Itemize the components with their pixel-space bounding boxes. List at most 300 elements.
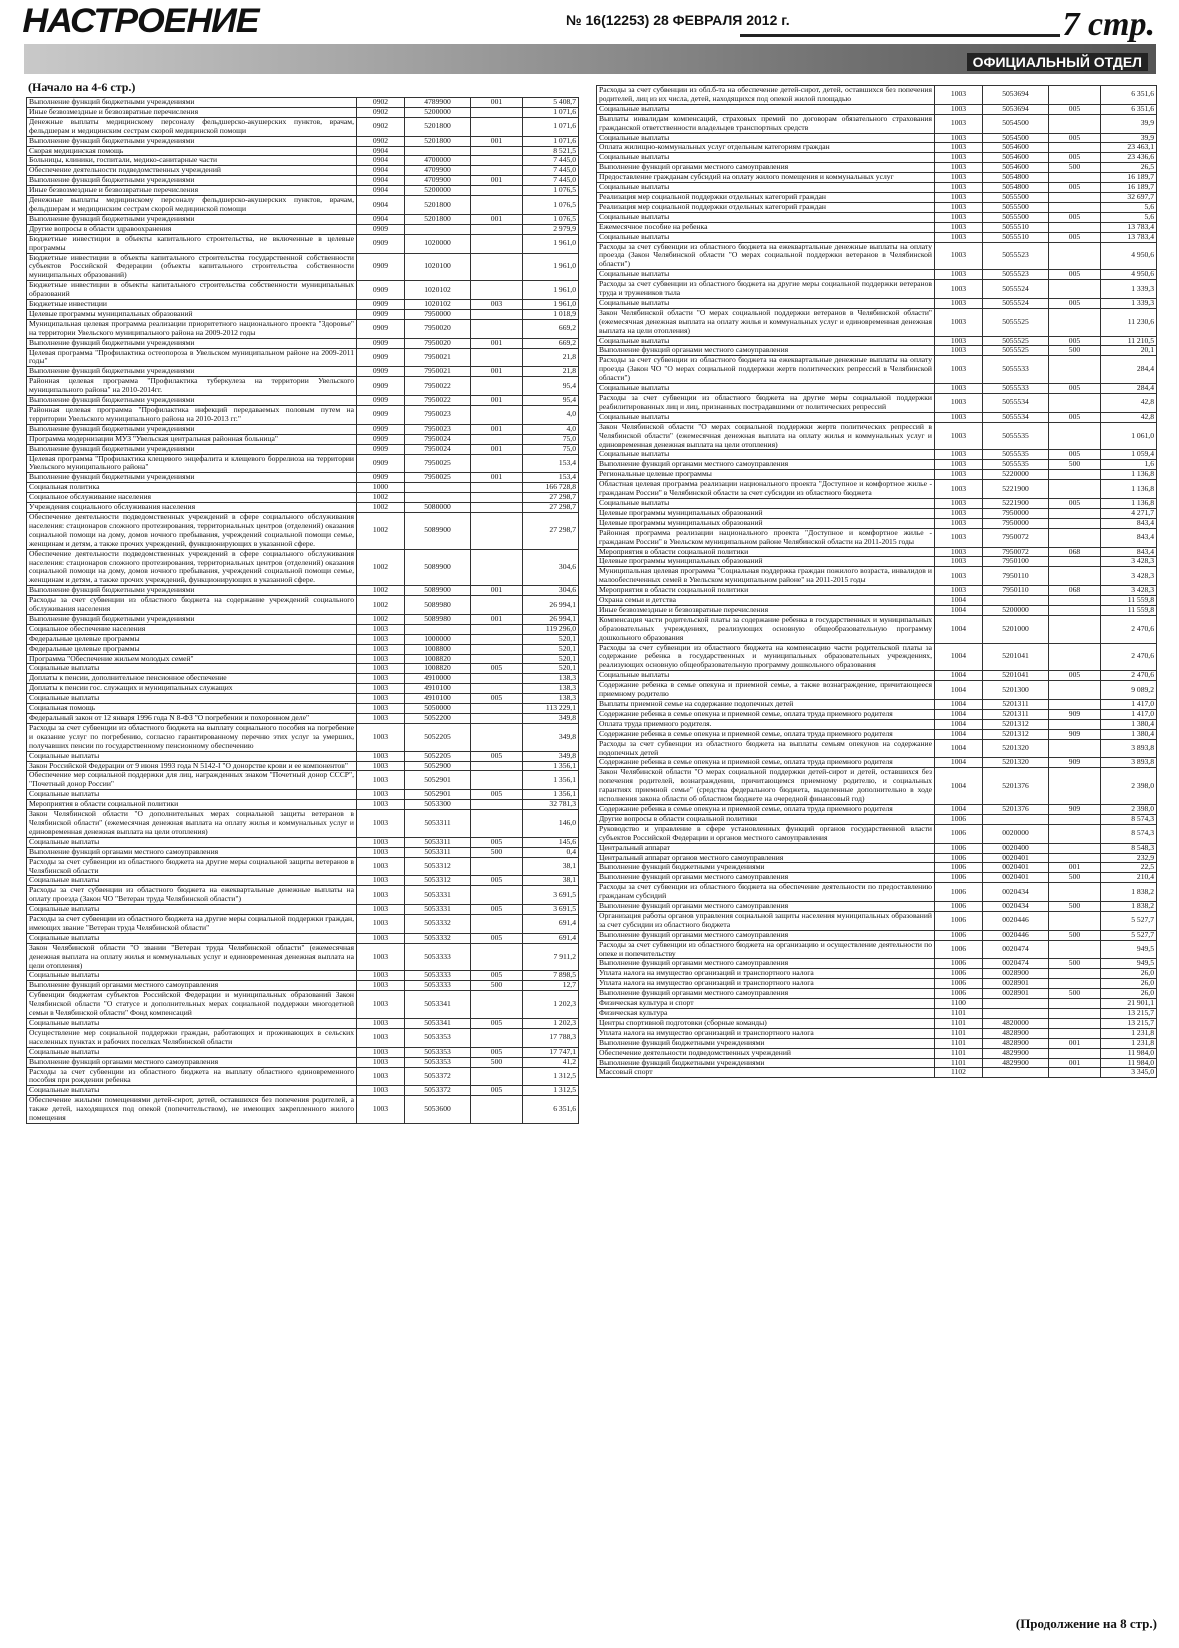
budget-table-left-body xyxy=(27,98,579,1124)
table-row xyxy=(597,873,1157,883)
row-name: Программа "Обеспечение жильем молодых семей" xyxy=(27,654,357,664)
row-amount: 27 298,7 xyxy=(523,503,579,513)
row-name: Центры спортивной подготовки (сборные команды) xyxy=(597,1018,935,1028)
table-row xyxy=(27,991,579,1019)
row-type xyxy=(1049,824,1101,843)
row-section: 1003 xyxy=(357,684,405,694)
row-section: 1003 xyxy=(935,567,983,586)
row-section: 0909 xyxy=(357,444,405,454)
left-column xyxy=(26,97,578,1124)
table-row xyxy=(27,981,579,991)
table-row xyxy=(27,473,579,483)
row-amount: 17 747,1 xyxy=(523,1047,579,1057)
row-amount: 9 089,2 xyxy=(1101,681,1157,700)
row-target: 5053332 xyxy=(405,933,471,943)
table-row xyxy=(597,528,1157,547)
row-type xyxy=(1049,1068,1101,1078)
table-row xyxy=(27,876,579,886)
row-section: 1003 xyxy=(935,232,983,242)
row-name: Иные безвозмездные и безвозвратные перечисления xyxy=(597,605,935,615)
row-type xyxy=(471,377,523,396)
row-amount: 26 994,1 xyxy=(523,596,579,615)
row-type xyxy=(471,454,523,473)
row-type: 005 xyxy=(1049,133,1101,143)
row-name: Выполнение функций бюджетными учреждениями xyxy=(27,367,357,377)
row-type: 001 xyxy=(1049,1058,1101,1068)
row-target: 5053312 xyxy=(405,857,471,876)
row-name: Районная целевая программа "Профилактика туберкулеза на территории Увельского муниципального района" на 2010-2014гг. xyxy=(27,377,357,396)
table-row xyxy=(597,498,1157,508)
section-title: ОФИЦИАЛЬНЫЙ ОТДЕЛ xyxy=(967,53,1148,71)
row-target: 5055500 xyxy=(983,212,1049,222)
row-section: 1003 xyxy=(935,470,983,480)
row-name: Иные безвозмездные и безвозвратные перечисления xyxy=(27,107,357,117)
row-name: Расходы за счет субвенции из областного бюджета на ежеквартальные денежные выплаты на оплату проезда (Закон ЧО "О мерах социальной поддержки жертв политических репрессий в Челябинской области") xyxy=(597,356,935,384)
row-amount: 4 950,6 xyxy=(1101,270,1157,280)
row-section: 0902 xyxy=(357,98,405,108)
row-section: 1003 xyxy=(357,1019,405,1029)
row-name: Выполнение функций бюджетными учреждениями xyxy=(597,1038,935,1048)
row-name: Выполнение функций органами местного самоуправления xyxy=(27,981,357,991)
row-name: Доплаты к пенсии гос. служащих и муниципальных служащих xyxy=(27,684,357,694)
row-type xyxy=(471,196,523,215)
row-type: 068 xyxy=(1049,586,1101,596)
row-target: 5201000 xyxy=(983,615,1049,643)
row-target: 1008820 xyxy=(405,664,471,674)
row-amount: 2 398,0 xyxy=(1101,768,1157,805)
row-target: 7950025 xyxy=(405,454,471,473)
table-row xyxy=(597,814,1157,824)
table-row xyxy=(597,1048,1157,1058)
row-name: Социальные выплаты xyxy=(27,933,357,943)
row-type: 500 xyxy=(1049,930,1101,940)
row-target: 7950020 xyxy=(405,319,471,338)
table-row xyxy=(27,377,579,396)
row-name: Выполнение функций бюджетными учреждениями xyxy=(27,176,357,186)
row-target: 5201376 xyxy=(983,804,1049,814)
row-name: Социальные выплаты xyxy=(597,412,935,422)
row-type xyxy=(1049,356,1101,384)
row-amount: 42,8 xyxy=(1101,412,1157,422)
row-section: 1003 xyxy=(935,460,983,470)
row-target: 7950024 xyxy=(405,444,471,454)
row-amount: 3 345,0 xyxy=(1101,1068,1157,1078)
table-row xyxy=(27,614,579,624)
table-row xyxy=(27,503,579,513)
table-row xyxy=(597,804,1157,814)
row-section: 1004 xyxy=(935,700,983,710)
row-section: 1003 xyxy=(935,586,983,596)
table-row xyxy=(27,444,579,454)
row-amount: 32 697,7 xyxy=(1101,192,1157,202)
row-name: Целевые программы муниципальных образований xyxy=(597,557,935,567)
row-target: 5089900 xyxy=(405,586,471,596)
table-row xyxy=(27,196,579,215)
row-type: 005 xyxy=(471,790,523,800)
row-section: 1006 xyxy=(935,873,983,883)
row-name: Мероприятия в области социальной политики xyxy=(597,547,935,557)
row-amount: 20,1 xyxy=(1101,346,1157,356)
row-amount: 11 984,0 xyxy=(1101,1048,1157,1058)
row-amount: 13 215,7 xyxy=(1101,1018,1157,1028)
table-row xyxy=(597,615,1157,643)
row-name: Выплаты приемной семье на содержание подопечных детей xyxy=(597,700,935,710)
row-section: 1003 xyxy=(357,1067,405,1086)
table-row xyxy=(597,758,1157,768)
row-type xyxy=(1049,700,1101,710)
row-name: Физическая культура и спорт xyxy=(597,999,935,1009)
row-section: 1003 xyxy=(935,557,983,567)
row-name: Закон Челябинской области "О мерах социальной поддержки жертв политических репрессий в Челябинской области" (ежемесячная денежная выплата на оплату жилья и коммунальных услуг и единовременная денежная выплата на цели отопления) xyxy=(597,422,935,450)
row-section: 1003 xyxy=(357,634,405,644)
row-section: 1003 xyxy=(357,751,405,761)
row-amount: 95,4 xyxy=(523,377,579,396)
row-section: 0909 xyxy=(357,406,405,425)
table-row xyxy=(27,624,579,634)
row-target: 5201311 xyxy=(983,709,1049,719)
table-row xyxy=(27,857,579,876)
row-section: 0902 xyxy=(357,107,405,117)
row-amount: 304,6 xyxy=(523,586,579,596)
row-name: Иные безвозмездные и безвозвратные перечисления xyxy=(27,186,357,196)
row-type: 005 xyxy=(1049,450,1101,460)
row-target xyxy=(983,999,1049,1009)
row-target: 4910000 xyxy=(405,674,471,684)
row-target: 5201041 xyxy=(983,671,1049,681)
row-target: 5089900 xyxy=(405,512,471,549)
row-section: 1002 xyxy=(357,503,405,513)
row-target: 5054800 xyxy=(983,173,1049,183)
row-amount: 520,1 xyxy=(523,634,579,644)
row-name: Целевая программа "Профилактика остеопороза в Увельском муниципальном районе на 2009-2011 годы" xyxy=(27,348,357,367)
row-amount: 1 417,0 xyxy=(1101,709,1157,719)
table-row xyxy=(597,173,1157,183)
row-name: Обеспечение деятельности подведомственных учреждений xyxy=(597,1048,935,1058)
row-target: 5200000 xyxy=(405,186,471,196)
row-section: 1004 xyxy=(935,709,983,719)
row-type xyxy=(471,596,523,615)
row-type xyxy=(1049,681,1101,700)
row-target: 5053311 xyxy=(405,847,471,857)
row-type: 005 xyxy=(471,694,523,704)
row-name: Закон Российской Федерации от 9 июня 1993 года N 5142-I "О донорстве крови и ее компонентов" xyxy=(27,761,357,771)
table-row xyxy=(27,493,579,503)
row-target: 0020400 xyxy=(983,843,1049,853)
row-section: 1003 xyxy=(935,308,983,336)
row-section: 1004 xyxy=(935,739,983,758)
row-target: 5055534 xyxy=(983,412,1049,422)
row-section: 1003 xyxy=(935,153,983,163)
row-amount: 1 136,8 xyxy=(1101,498,1157,508)
row-type xyxy=(1049,814,1101,824)
table-row xyxy=(27,800,579,810)
row-target: 0028900 xyxy=(983,969,1049,979)
row-section: 1003 xyxy=(357,1028,405,1047)
table-row xyxy=(597,643,1157,671)
table-row xyxy=(597,1068,1157,1078)
row-section: 1101 xyxy=(935,1009,983,1019)
table-row xyxy=(27,214,579,224)
row-amount: 949,5 xyxy=(1101,940,1157,959)
table-row xyxy=(597,192,1157,202)
row-amount: 5 527,7 xyxy=(1101,911,1157,930)
row-section: 0904 xyxy=(357,156,405,166)
row-name: Социальные выплаты xyxy=(597,450,935,460)
row-name: Выполнение функций бюджетными учреждениями xyxy=(27,98,357,108)
row-target: 5053341 xyxy=(405,1019,471,1029)
row-type: 500 xyxy=(1049,873,1101,883)
table-row xyxy=(597,384,1157,394)
table-row xyxy=(27,309,579,319)
row-name: Уплата налога на имущество организаций и транспортного налога xyxy=(597,1028,935,1038)
row-name: Обеспечение деятельности подведомственных учреждений в сфере социального обслуживания населения: стационаров сложного протезирования, территориальных центров (отделений) оказания социальной помощи на дому, домов ночного пребывания, учреждений социальной помощи семье, женщинам и детям, а также прочих учреждений, функционирующих в указанной сфере. xyxy=(27,512,357,549)
row-amount: 113 229,1 xyxy=(523,704,579,714)
table-row xyxy=(27,1086,579,1096)
table-row xyxy=(27,136,579,146)
row-amount: 1 018,9 xyxy=(523,309,579,319)
row-type: 500 xyxy=(1049,346,1101,356)
row-amount: 8 574,3 xyxy=(1101,824,1157,843)
row-section: 1101 xyxy=(935,1018,983,1028)
row-name: Выполнение функций бюджетными учреждениями xyxy=(27,424,357,434)
table-row xyxy=(27,915,579,934)
table-row xyxy=(597,768,1157,805)
row-name: Социальные выплаты xyxy=(27,1019,357,1029)
row-section: 0904 xyxy=(357,166,405,176)
row-name: Социальные выплаты xyxy=(597,232,935,242)
table-row xyxy=(27,454,579,473)
row-amount: 1 076,5 xyxy=(523,186,579,196)
table-row xyxy=(27,512,579,549)
row-name: Социальное обслуживание населения xyxy=(27,493,357,503)
row-amount: 1 339,3 xyxy=(1101,298,1157,308)
row-target: 1008800 xyxy=(405,644,471,654)
row-amount: 39,9 xyxy=(1101,133,1157,143)
row-type xyxy=(471,1028,523,1047)
row-amount: 1 380,4 xyxy=(1101,729,1157,739)
row-target: 5089980 xyxy=(405,596,471,615)
row-name: Муниципальная целевая программа "Социальная поддержка граждан пожилого возраста, инвалидов и малообеспеченных семей в Увельском муниципальном районе" на 2011-2015 годы xyxy=(597,567,935,586)
row-name: Социальные выплаты xyxy=(597,298,935,308)
row-name: Другие вопросы в области здравоохранения xyxy=(27,224,357,234)
row-section: 0909 xyxy=(357,396,405,406)
row-section: 1100 xyxy=(935,999,983,1009)
row-type xyxy=(1049,1009,1101,1019)
table-row xyxy=(27,1096,579,1124)
table-row xyxy=(597,739,1157,758)
row-section: 1004 xyxy=(935,719,983,729)
row-amount: 4 950,6 xyxy=(1101,242,1157,270)
row-type: 909 xyxy=(1049,758,1101,768)
row-type: 005 xyxy=(471,905,523,915)
row-amount: 26 994,1 xyxy=(523,614,579,624)
row-target: 4828900 xyxy=(983,1028,1049,1038)
row-type xyxy=(471,166,523,176)
table-row xyxy=(597,298,1157,308)
row-target: 5221900 xyxy=(983,498,1049,508)
row-section: 1003 xyxy=(357,674,405,684)
row-section: 1006 xyxy=(935,989,983,999)
table-row xyxy=(27,723,579,751)
row-type: 005 xyxy=(1049,298,1101,308)
row-target: 5089900 xyxy=(405,549,471,586)
row-section: 1003 xyxy=(357,905,405,915)
row-amount: 1 961,0 xyxy=(523,281,579,300)
start-note: (Начало на 4-6 стр.) xyxy=(28,80,136,94)
row-amount: 138,3 xyxy=(523,694,579,704)
row-section: 0909 xyxy=(357,473,405,483)
row-name: Социальные выплаты xyxy=(27,837,357,847)
row-type: 005 xyxy=(1049,183,1101,193)
row-type: 005 xyxy=(1049,671,1101,681)
table-row xyxy=(27,424,579,434)
row-amount: 11 559,8 xyxy=(1101,596,1157,606)
table-row xyxy=(597,183,1157,193)
row-name: Выполнение функций бюджетными учреждениями xyxy=(27,444,357,454)
row-type xyxy=(1049,1018,1101,1028)
row-target: 7950000 xyxy=(983,518,1049,528)
table-row xyxy=(597,863,1157,873)
table-row xyxy=(597,567,1157,586)
row-section: 1003 xyxy=(935,498,983,508)
row-target: 4828900 xyxy=(983,1038,1049,1048)
row-name: Расходы за счет субвенции из областного бюджета на другие меры социальной поддержки ветеранов труда и тружеников тыла xyxy=(597,280,935,299)
table-row xyxy=(597,86,1157,105)
row-name: Социальные выплаты xyxy=(597,104,935,114)
row-amount: 1 202,3 xyxy=(523,991,579,1019)
row-target: 5200000 xyxy=(983,605,1049,615)
row-section: 1006 xyxy=(935,902,983,912)
row-section: 1003 xyxy=(935,114,983,133)
newspaper-logo: НАСТРОЕНИЕ xyxy=(22,2,259,40)
row-section: 0909 xyxy=(357,234,405,253)
table-row xyxy=(597,143,1157,153)
row-target: 1020102 xyxy=(405,281,471,300)
row-name: Расходы за счет субвенции из областного бюджета на ежеквартальные денежные выплаты на оплату проезда (Закон Челябинской области "О мерах социальной поддержки ветеранов в Челябинской области") xyxy=(597,242,935,270)
row-name: Уплата налога на имущество организаций и транспортного налога xyxy=(597,969,935,979)
row-amount: 11 559,8 xyxy=(1101,605,1157,615)
row-name: Расходы за счет субвенции из областного бюджета на другие меры социальной защиты ветеранов в Челябинской области xyxy=(27,857,357,876)
row-section: 1004 xyxy=(935,804,983,814)
row-amount: 3 893,8 xyxy=(1101,739,1157,758)
row-amount: 11 210,5 xyxy=(1101,336,1157,346)
row-section: 1003 xyxy=(935,298,983,308)
row-section: 1003 xyxy=(357,991,405,1019)
row-type xyxy=(1049,280,1101,299)
row-type xyxy=(1049,242,1101,270)
row-target: 0020434 xyxy=(983,902,1049,912)
row-name: Расходы за счет субвенции из областного бюджета на выплату областного единовременного пособия при рождении ребенка xyxy=(27,1067,357,1086)
row-type: 005 xyxy=(471,751,523,761)
row-amount: 8 548,3 xyxy=(1101,843,1157,853)
table-row xyxy=(597,222,1157,232)
row-target: 5052205 xyxy=(405,723,471,751)
row-type: 005 xyxy=(1049,212,1101,222)
table-row xyxy=(597,153,1157,163)
row-name: Выполнение функций органами местного самоуправления xyxy=(597,902,935,912)
budget-table-right xyxy=(596,85,1157,1078)
row-target: 5055533 xyxy=(983,384,1049,394)
row-name: Руководство и управление в сфере установленных функций органов государственной власти субъектов Российской Федерации и органов местного самоуправления xyxy=(597,824,935,843)
row-section: 1003 xyxy=(357,654,405,664)
row-amount: 1 076,5 xyxy=(523,196,579,215)
row-type: 005 xyxy=(471,1019,523,1029)
row-type: 003 xyxy=(471,300,523,310)
row-target: 5055510 xyxy=(983,232,1049,242)
row-type xyxy=(471,1096,523,1124)
table-row xyxy=(27,1067,579,1086)
table-row xyxy=(597,336,1157,346)
row-target: 5053694 xyxy=(983,86,1049,105)
row-amount: 349,8 xyxy=(523,723,579,751)
row-section: 1006 xyxy=(935,911,983,930)
table-row xyxy=(27,905,579,915)
row-target: 5200000 xyxy=(405,107,471,117)
row-name: Целевые программы муниципальных образований xyxy=(597,518,935,528)
table-row xyxy=(597,508,1157,518)
row-section: 0909 xyxy=(357,367,405,377)
row-section: 1004 xyxy=(935,768,983,805)
continuation-note: (Продолжение на 8 стр.) xyxy=(1015,1616,1157,1631)
table-row xyxy=(27,761,579,771)
row-section: 1003 xyxy=(357,800,405,810)
row-name: Мероприятия в области социальной политики xyxy=(597,586,935,596)
row-amount: 669,2 xyxy=(523,338,579,348)
row-target: 1020000 xyxy=(405,234,471,253)
row-type: 001 xyxy=(1049,1038,1101,1048)
row-name: Региональные целевые программы xyxy=(597,470,935,480)
row-section: 0904 xyxy=(357,146,405,156)
row-type xyxy=(1049,518,1101,528)
row-target: 5201041 xyxy=(983,643,1049,671)
row-target: 5053311 xyxy=(405,837,471,847)
row-target: 5052900 xyxy=(405,761,471,771)
row-type xyxy=(471,503,523,513)
row-name: Социальное обеспечение населения xyxy=(27,624,357,634)
row-name: Выполнение функций бюджетными учреждениями xyxy=(27,586,357,596)
table-row xyxy=(597,1009,1157,1019)
row-name: Выполнение функций органами местного самоуправления xyxy=(27,847,357,857)
row-type: 001 xyxy=(471,367,523,377)
table-row xyxy=(27,338,579,348)
row-target: 5054500 xyxy=(983,133,1049,143)
row-type: 500 xyxy=(1049,959,1101,969)
table-row xyxy=(27,348,579,367)
row-section: 1006 xyxy=(935,969,983,979)
row-name: Выполнение функций бюджетными учреждениями xyxy=(27,214,357,224)
row-section: 1006 xyxy=(935,824,983,843)
row-target xyxy=(983,814,1049,824)
row-amount: 1 071,6 xyxy=(523,117,579,136)
row-amount: 1 071,6 xyxy=(523,136,579,146)
row-target: 5055524 xyxy=(983,298,1049,308)
row-amount: 3 691,5 xyxy=(523,905,579,915)
row-type xyxy=(1049,969,1101,979)
row-name: Социальные выплаты xyxy=(597,671,935,681)
row-type xyxy=(1049,508,1101,518)
row-type: 001 xyxy=(471,424,523,434)
table-row xyxy=(27,107,579,117)
row-target: 5201300 xyxy=(983,681,1049,700)
row-section: 1004 xyxy=(935,681,983,700)
row-amount: 42,8 xyxy=(1101,394,1157,413)
row-type xyxy=(471,674,523,684)
row-target: 7950022 xyxy=(405,377,471,396)
row-name: Скорая медицинская помощь xyxy=(27,146,357,156)
row-section: 1003 xyxy=(357,876,405,886)
row-section: 1003 xyxy=(357,837,405,847)
row-name: Расходы за счет субвенции из областного бюджета на организацию и осуществление деятельности по опеке и попечительству xyxy=(597,940,935,959)
